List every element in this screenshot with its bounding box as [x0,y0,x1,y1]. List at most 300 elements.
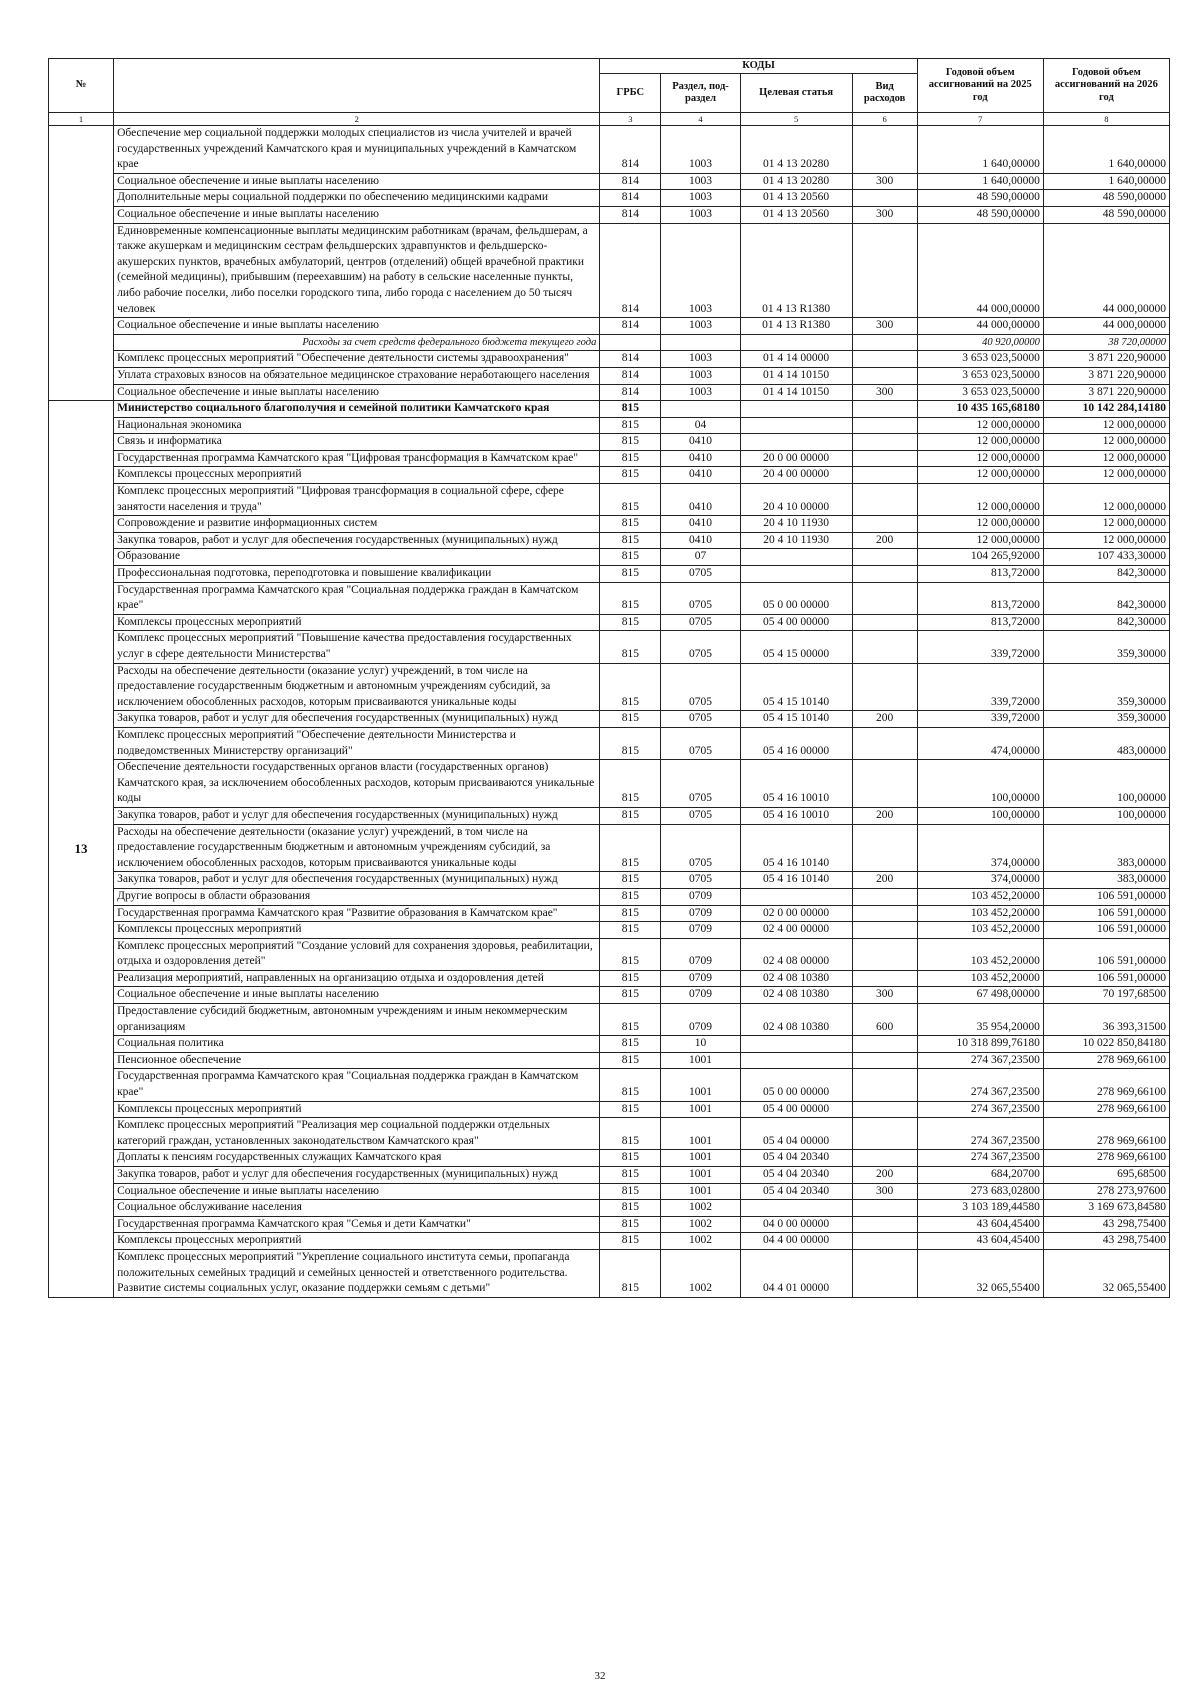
row-amount-2025: 40 920,00000 [917,334,1043,351]
row-amount-2025: 35 954,20000 [917,1004,1043,1036]
row-grbs: 814 [600,223,661,318]
row-target-article: 05 4 16 10010 [740,807,852,824]
row-target-article: 05 4 04 00000 [740,1118,852,1150]
row-amount-2025: 274 367,23500 [917,1052,1043,1069]
row-section: 1002 [661,1216,740,1233]
row-grbs: 815 [600,1101,661,1118]
table-row [49,1249,1170,1297]
row-target-article: 01 4 14 00000 [740,351,852,368]
table-row [49,173,1170,190]
row-name: Пенсионное обеспечение [114,1052,600,1069]
table-row [49,888,1170,905]
table-row [49,549,1170,566]
row-grbs: 815 [600,1069,661,1101]
row-grbs: 815 [600,614,661,631]
row-target-article: 01 4 13 20280 [740,126,852,174]
row-section: 1003 [661,126,740,174]
row-amount-2025: 100,00000 [917,760,1043,808]
row-section: 0410 [661,484,740,516]
row-name: Связь и информатика [114,434,600,451]
budget-table-container [48,58,1170,1298]
row-expense-kind [852,760,917,808]
row-amount-2026: 383,00000 [1043,824,1169,872]
row-target-article: 02 4 08 10380 [740,1004,852,1036]
row-amount-2026: 44 000,00000 [1043,223,1169,318]
row-amount-2025: 32 065,55400 [917,1249,1043,1297]
row-name: Комплексы процессных мероприятий [114,922,600,939]
row-section: 1002 [661,1249,740,1297]
row-amount-2025: 104 265,92000 [917,549,1043,566]
row-expense-kind [852,1200,917,1217]
row-amount-2025: 274 367,23500 [917,1118,1043,1150]
row-name: Государственная программа Камчатского края "Развитие образования в Камчатском крае" [114,905,600,922]
row-amount-2025: 274 367,23500 [917,1150,1043,1167]
row-section: 1003 [661,190,740,207]
row-section: 0705 [661,663,740,711]
row-amount-2025: 48 590,00000 [917,206,1043,223]
row-grbs: 815 [600,938,661,970]
row-target-article: 05 4 04 20340 [740,1150,852,1167]
row-name: Сопровождение и развитие информационных систем [114,516,600,533]
row-expense-kind [852,631,917,663]
row-amount-2026: 43 298,75400 [1043,1216,1169,1233]
row-amount-2025: 3 653 023,50000 [917,367,1043,384]
row-name: Государственная программа Камчатского края "Социальная поддержка граждан в Камчатском крае" [114,1069,600,1101]
row-name: Государственная программа Камчатского края "Социальная поддержка граждан в Камчатском крае" [114,582,600,614]
row-grbs: 815 [600,631,661,663]
row-amount-2026: 3 871 220,90000 [1043,367,1169,384]
row-section: 0709 [661,938,740,970]
row-section: 0705 [661,760,740,808]
row-amount-2026: 106 591,00000 [1043,922,1169,939]
row-grbs: 815 [600,417,661,434]
row-amount-2026: 12 000,00000 [1043,484,1169,516]
row-name: Комплекс процессных мероприятий "Укрепление социального института семьи, пропаганда положительных семейных традиций и семейных ценностей и ответственного родительства. Развитие системы социальных услуг, оказание поддержки семьям с детьми" [114,1249,600,1297]
table-row [49,401,1170,418]
row-grbs: 815 [600,922,661,939]
row-grbs: 815 [600,1183,661,1200]
row-name: Дополнительные меры социальной поддержки по обеспечению медицинскими кадрами [114,190,600,207]
row-expense-kind [852,334,917,351]
row-name: Профессиональная подготовка, переподготовка и повышение квалификации [114,566,600,583]
row-expense-kind [852,824,917,872]
row-number-cell [49,126,114,401]
row-amount-2025: 273 683,02800 [917,1183,1043,1200]
row-amount-2025: 813,72000 [917,614,1043,631]
row-expense-kind [852,582,917,614]
row-expense-kind [852,516,917,533]
header-grbs: ГРБС [600,74,661,113]
row-amount-2026: 695,68500 [1043,1167,1169,1184]
row-section: 1003 [661,318,740,335]
row-amount-2025: 10 435 165,68180 [917,401,1043,418]
table-row [49,711,1170,728]
row-name: Комплекс процессных мероприятий "Реализация мер социальной поддержки отдельных категорий граждан, установленных законодательством Камчатского края" [114,1118,600,1150]
row-amount-2026: 106 591,00000 [1043,905,1169,922]
table-row [49,1004,1170,1036]
row-name: Комплексы процессных мероприятий [114,614,600,631]
row-section: 1003 [661,223,740,318]
row-name: Расходы за счет средств федерального бюджета текущего года [114,334,600,351]
row-target-article: 02 4 08 00000 [740,938,852,970]
row-section: 0709 [661,987,740,1004]
row-expense-kind [852,566,917,583]
row-grbs: 815 [600,1167,661,1184]
row-section [661,334,740,351]
column-numbers-row [49,113,1170,126]
row-name: Закупка товаров, работ и услуг для обеспечения государственных (муниципальных) нужд [114,1167,600,1184]
table-row [49,206,1170,223]
row-grbs: 815 [600,401,661,418]
row-amount-2026: 3 871 220,90000 [1043,384,1169,401]
row-target-article: 05 4 15 10140 [740,663,852,711]
row-expense-kind [852,351,917,368]
row-section: 0410 [661,450,740,467]
row-amount-2026: 44 000,00000 [1043,318,1169,335]
row-name: Образование [114,549,600,566]
header-target-article: Целевая статья [740,74,852,113]
row-target-article: 05 4 04 20340 [740,1167,852,1184]
row-expense-kind: 200 [852,1167,917,1184]
row-target-article [740,1200,852,1217]
row-section: 0705 [661,582,740,614]
row-grbs: 814 [600,126,661,174]
table-row [49,582,1170,614]
row-amount-2025: 684,20700 [917,1167,1043,1184]
row-expense-kind [852,417,917,434]
row-name: Обеспечение деятельности государственных органов власти (государственных органов) Камчатского края, за исключением обособленных расходов, которым присваиваются уникальные коды [114,760,600,808]
row-name: Социальное обеспечение и иные выплаты населению [114,206,600,223]
row-amount-2026: 1 640,00000 [1043,173,1169,190]
row-section [661,401,740,418]
row-target-article [740,1052,852,1069]
row-name: Комплекс процессных мероприятий "Повышение качества предоставления государственных услуг в сфере деятельности Министерства" [114,631,600,663]
row-grbs: 815 [600,1004,661,1036]
row-expense-kind [852,614,917,631]
row-amount-2025: 12 000,00000 [917,532,1043,549]
row-amount-2025: 12 000,00000 [917,450,1043,467]
row-amount-2026: 359,30000 [1043,663,1169,711]
row-amount-2026: 359,30000 [1043,711,1169,728]
row-section: 1003 [661,206,740,223]
row-target-article: 20 4 00 00000 [740,467,852,484]
row-grbs: 814 [600,173,661,190]
row-amount-2026: 70 197,68500 [1043,987,1169,1004]
row-expense-kind [852,1101,917,1118]
row-amount-2025: 474,00000 [917,727,1043,759]
row-amount-2025: 67 498,00000 [917,987,1043,1004]
row-expense-kind: 300 [852,173,917,190]
row-name: Социальное обеспечение и иные выплаты населению [114,318,600,335]
row-grbs: 815 [600,970,661,987]
header-volume-2025: Годовой объем ассигнований на 2025 год [917,59,1043,113]
row-amount-2025: 103 452,20000 [917,938,1043,970]
row-amount-2025: 100,00000 [917,807,1043,824]
table-row [49,566,1170,583]
row-name: Обеспечение мер социальной поддержки молодых специалистов из числа учителей и врачей государственных учреждений Камчатского края и муниципальных учреждений в Камчатском крае [114,126,600,174]
table-row [49,922,1170,939]
row-amount-2026: 106 591,00000 [1043,970,1169,987]
row-target-article [740,566,852,583]
table-row [49,905,1170,922]
row-grbs: 814 [600,367,661,384]
table-row [49,516,1170,533]
column-number: 7 [917,113,1043,126]
row-amount-2025: 339,72000 [917,711,1043,728]
row-grbs: 815 [600,760,661,808]
row-amount-2025: 3 103 189,44580 [917,1200,1043,1217]
row-section: 0709 [661,1004,740,1036]
row-name: Государственная программа Камчатского края "Цифровая трансформация в Камчатском крае" [114,450,600,467]
row-section: 0705 [661,824,740,872]
row-expense-kind: 300 [852,1183,917,1200]
row-grbs: 815 [600,549,661,566]
table-row [49,727,1170,759]
row-amount-2026: 359,30000 [1043,631,1169,663]
row-section: 1001 [661,1183,740,1200]
row-amount-2025: 813,72000 [917,582,1043,614]
row-section: 0709 [661,922,740,939]
row-amount-2025: 12 000,00000 [917,434,1043,451]
row-amount-2025: 12 000,00000 [917,467,1043,484]
row-section: 1001 [661,1101,740,1118]
row-expense-kind [852,126,917,174]
row-amount-2026: 106 591,00000 [1043,938,1169,970]
row-name: Комплексы процессных мероприятий [114,467,600,484]
row-expense-kind [852,467,917,484]
row-expense-kind [852,888,917,905]
row-name: Комплекс процессных мероприятий "Создание условий для сохранения здоровья, реабилитации, отдыха и оздоровления детей" [114,938,600,970]
row-amount-2026: 842,30000 [1043,582,1169,614]
row-name: Единовременные компенсационные выплаты медицинским работникам (врачам, фельдшерам, а также акушеркам и медицинским сестрам фельдшерских здравпунктов и фельдшерско-акушерских пунктов, врачебных амбулаторий, центров (отделений) общей врачебной практики (семейной медицины), прибывшим (переехавшим) на работу в сельские населенные пункты, либо рабочие поселки, либо поселки городского типа, либо города с населением до 50 тысяч человек [114,223,600,318]
row-amount-2026: 100,00000 [1043,807,1169,824]
row-grbs: 815 [600,532,661,549]
row-target-article [740,417,852,434]
row-grbs: 815 [600,1036,661,1053]
row-amount-2025: 339,72000 [917,663,1043,711]
row-amount-2026: 12 000,00000 [1043,434,1169,451]
row-grbs: 815 [600,824,661,872]
row-section: 1001 [661,1052,740,1069]
table-row [49,1216,1170,1233]
table-row [49,1150,1170,1167]
row-expense-kind [852,938,917,970]
row-target-article: 05 0 00 00000 [740,582,852,614]
row-amount-2026: 43 298,75400 [1043,1233,1169,1250]
row-name: Реализация мероприятий, направленных на организацию отдыха и оздоровления детей [114,970,600,987]
row-amount-2026: 48 590,00000 [1043,206,1169,223]
row-target-article: 01 4 13 20560 [740,206,852,223]
header-name [114,59,600,113]
table-row [49,351,1170,368]
row-expense-kind: 200 [852,711,917,728]
row-amount-2026: 12 000,00000 [1043,532,1169,549]
row-amount-2025: 339,72000 [917,631,1043,663]
row-name: Комплексы процессных мероприятий [114,1233,600,1250]
row-target-article: 05 4 15 10140 [740,711,852,728]
row-name: Доплаты к пенсиям государственных служащих Камчатского края [114,1150,600,1167]
row-grbs: 814 [600,190,661,207]
row-amount-2026: 12 000,00000 [1043,450,1169,467]
row-grbs: 814 [600,351,661,368]
row-name: Социальное обеспечение и иные выплаты населению [114,173,600,190]
row-target-article: 05 4 16 10010 [740,760,852,808]
row-target-article [740,1036,852,1053]
row-target-article: 04 0 00 00000 [740,1216,852,1233]
row-section: 0709 [661,970,740,987]
row-amount-2026: 107 433,30000 [1043,549,1169,566]
row-expense-kind [852,1036,917,1053]
row-name: Закупка товаров, работ и услуг для обеспечения государственных (муниципальных) нужд [114,711,600,728]
row-expense-kind: 200 [852,532,917,549]
row-target-article: 05 4 00 00000 [740,1101,852,1118]
row-name: Закупка товаров, работ и услуг для обеспечения государственных (муниципальных) нужд [114,807,600,824]
row-name: Национальная экономика [114,417,600,434]
row-amount-2026: 842,30000 [1043,614,1169,631]
row-section: 0410 [661,467,740,484]
row-grbs: 815 [600,1249,661,1297]
row-number-cell: 13 [49,401,114,1298]
table-row [49,484,1170,516]
row-target-article: 20 4 10 11930 [740,516,852,533]
table-row [49,417,1170,434]
row-section: 0709 [661,905,740,922]
row-section: 1001 [661,1069,740,1101]
row-expense-kind: 300 [852,987,917,1004]
row-target-article: 05 4 04 20340 [740,1183,852,1200]
row-section: 10 [661,1036,740,1053]
row-grbs: 815 [600,888,661,905]
header-volume-2026: Годовой объем ассигнований на 2026 год [1043,59,1169,113]
row-target-article: 20 4 10 00000 [740,484,852,516]
row-section: 0705 [661,711,740,728]
row-section: 0410 [661,434,740,451]
row-grbs: 814 [600,318,661,335]
row-section: 0410 [661,516,740,533]
row-target-article: 05 4 16 00000 [740,727,852,759]
row-amount-2026: 383,00000 [1043,872,1169,889]
row-name: Расходы на обеспечение деятельности (оказание услуг) учреждений, в том числе на предоставление государственным бюджетным и автономным учреждениям субсидий, за исключением обособленных расходов, которым присваиваются уникальные коды [114,824,600,872]
row-amount-2025: 10 318 899,76180 [917,1036,1043,1053]
row-target-article: 01 4 14 10150 [740,384,852,401]
row-section: 1002 [661,1233,740,1250]
row-amount-2026: 278 273,97600 [1043,1183,1169,1200]
table-row [49,1036,1170,1053]
row-amount-2026: 1 640,00000 [1043,126,1169,174]
row-amount-2025: 274 367,23500 [917,1069,1043,1101]
row-amount-2026: 12 000,00000 [1043,467,1169,484]
row-section: 1003 [661,173,740,190]
row-expense-kind [852,549,917,566]
row-grbs: 815 [600,987,661,1004]
row-section: 04 [661,417,740,434]
header-expense-kind: Вид расходов [852,74,917,113]
row-section: 0705 [661,807,740,824]
row-name: Комплекс процессных мероприятий "Цифровая трансформация в социальной сфере, сфере занятости населения и труда" [114,484,600,516]
row-name: Социальное обеспечение и иные выплаты населению [114,987,600,1004]
row-name: Комплекс процессных мероприятий "Обеспечение деятельности Министерства и подведомственных Министерству организаций" [114,727,600,759]
table-row [49,384,1170,401]
row-target-article: 02 4 08 10380 [740,987,852,1004]
row-amount-2026: 48 590,00000 [1043,190,1169,207]
row-target-article: 05 4 15 00000 [740,631,852,663]
row-grbs: 815 [600,516,661,533]
row-section: 07 [661,549,740,566]
row-amount-2026: 10 022 850,84180 [1043,1036,1169,1053]
row-amount-2026: 12 000,00000 [1043,516,1169,533]
row-section: 0709 [661,888,740,905]
row-expense-kind [852,905,917,922]
row-grbs: 815 [600,1233,661,1250]
table-row [49,126,1170,174]
budget-rows [49,126,1170,1298]
row-expense-kind [852,1069,917,1101]
row-section: 0705 [661,631,740,663]
row-expense-kind [852,401,917,418]
row-amount-2026: 278 969,66100 [1043,1150,1169,1167]
row-expense-kind [852,450,917,467]
row-amount-2026: 106 591,00000 [1043,888,1169,905]
row-expense-kind: 200 [852,872,917,889]
row-target-article: 20 4 10 11930 [740,532,852,549]
row-expense-kind: 300 [852,206,917,223]
row-grbs: 815 [600,1150,661,1167]
row-target-article: 05 0 00 00000 [740,1069,852,1101]
row-amount-2025: 374,00000 [917,824,1043,872]
row-expense-kind [852,1249,917,1297]
table-row [49,1233,1170,1250]
row-name: Социальная политика [114,1036,600,1053]
table-row [49,1118,1170,1150]
row-expense-kind [852,484,917,516]
row-name: Социальное обеспечение и иные выплаты населению [114,1183,600,1200]
row-expense-kind [852,1150,917,1167]
row-grbs: 815 [600,1200,661,1217]
row-name: Расходы на обеспечение деятельности (оказание услуг) учреждений, в том числе на предоставление государственным бюджетным и автономным учреждениям субсидий, за исключением обособленных расходов, которым присваиваются уникальные коды [114,663,600,711]
row-target-article: 05 4 00 00000 [740,614,852,631]
row-amount-2025: 44 000,00000 [917,318,1043,335]
row-grbs: 814 [600,206,661,223]
row-expense-kind [852,727,917,759]
table-row [49,1069,1170,1101]
table-row [49,631,1170,663]
row-expense-kind [852,663,917,711]
row-target-article: 01 4 14 10150 [740,367,852,384]
row-amount-2025: 3 653 023,50000 [917,384,1043,401]
row-grbs: 815 [600,1216,661,1233]
row-grbs: 815 [600,484,661,516]
row-expense-kind [852,1052,917,1069]
column-number: 6 [852,113,917,126]
row-grbs [600,334,661,351]
row-target-article: 20 0 00 00000 [740,450,852,467]
row-grbs: 815 [600,1118,661,1150]
row-amount-2025: 12 000,00000 [917,516,1043,533]
row-amount-2026: 278 969,66100 [1043,1069,1169,1101]
page-number: 32 [594,1670,606,1682]
row-target-article [740,888,852,905]
table-row [49,532,1170,549]
row-amount-2026: 278 969,66100 [1043,1052,1169,1069]
row-name: Комплекс процессных мероприятий "Обеспечение деятельности системы здравоохранения" [114,351,600,368]
table-row [49,1167,1170,1184]
row-expense-kind [852,970,917,987]
column-number: 4 [661,113,740,126]
row-expense-kind [852,367,917,384]
row-section: 0705 [661,727,740,759]
row-amount-2025: 103 452,20000 [917,922,1043,939]
row-grbs: 814 [600,384,661,401]
